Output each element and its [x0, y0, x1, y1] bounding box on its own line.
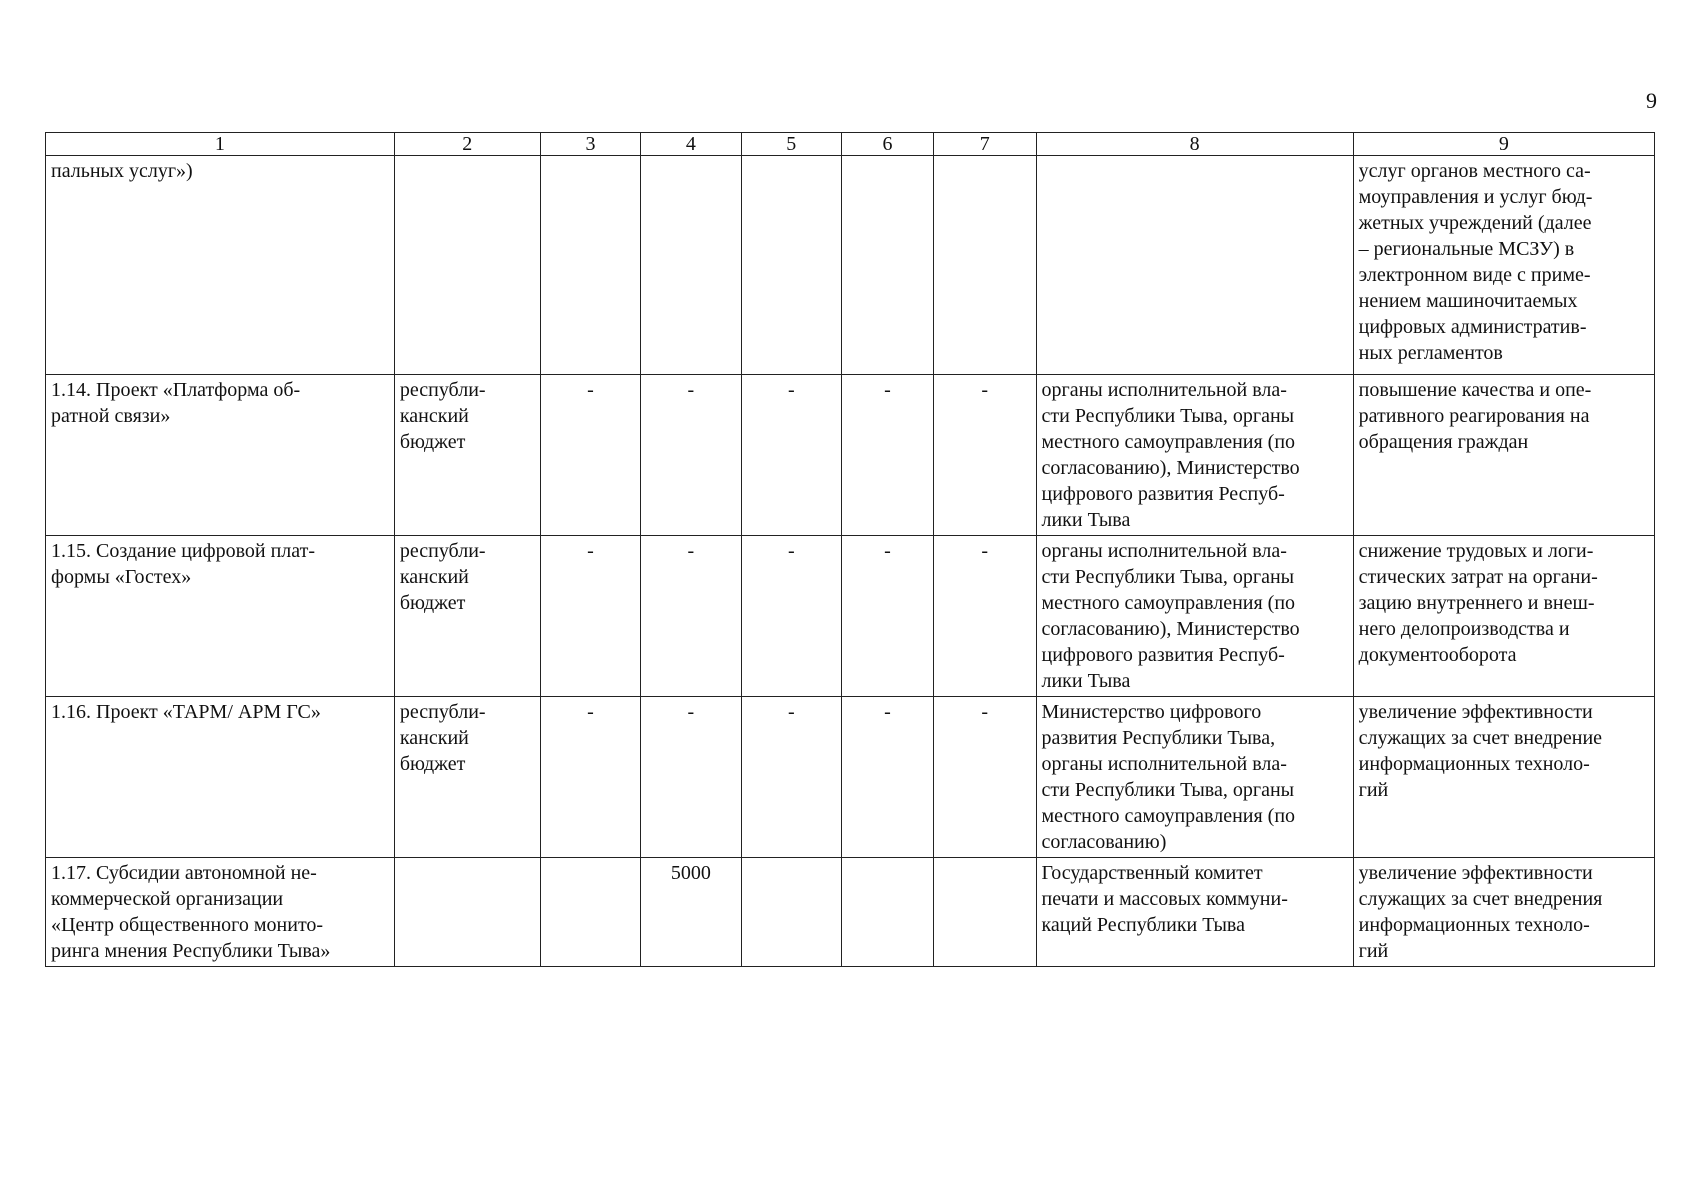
cell-result: повышение качества и опе- ративного реагирования на обращения граждан: [1353, 375, 1654, 536]
cell-funding-source: республи- канский бюджет: [394, 697, 540, 858]
cell-funding-source: [394, 156, 540, 375]
cell-measure: 1.15. Создание цифровой плат- формы «Гостех»: [46, 536, 395, 697]
column-header: 8: [1036, 133, 1353, 156]
cell-responsible: Государственный комитет печати и массовых коммуни- каций Республики Тыва: [1036, 858, 1353, 967]
header-row: [46, 133, 1655, 156]
table-row: [46, 536, 1655, 697]
table-row: [46, 697, 1655, 858]
cell-value: 5000: [641, 858, 741, 967]
cell-value: [540, 858, 640, 967]
data-table: [45, 132, 1655, 967]
table-row: [46, 156, 1655, 375]
cell-result: увеличение эффективности служащих за счет внедрения информационных техноло- гий: [1353, 858, 1654, 967]
column-header: 9: [1353, 133, 1654, 156]
column-header: 5: [741, 133, 841, 156]
cell-value: [933, 156, 1036, 375]
page-number: 9: [1646, 88, 1657, 113]
table-row: [46, 375, 1655, 536]
cell-value: -: [741, 536, 841, 697]
column-header: 4: [641, 133, 741, 156]
cell-value: -: [842, 697, 934, 858]
cell-value: -: [933, 536, 1036, 697]
cell-responsible: Министерство цифрового развития Республики Тыва, органы исполнительной вла- сти Республики Тыва, органы местного самоуправления (по согласованию): [1036, 697, 1353, 858]
table-row: [46, 858, 1655, 967]
cell-value: -: [540, 536, 640, 697]
column-header: 1: [46, 133, 395, 156]
cell-value: -: [641, 536, 741, 697]
cell-measure: 1.17. Субсидии автономной не- коммерческой организации «Центр общественного монито- ринга мнения Республики Тыва»: [46, 858, 395, 967]
cell-measure: пальных услуг»): [46, 156, 395, 375]
cell-responsible: органы исполнительной вла- сти Республики Тыва, органы местного самоуправления (по согласованию), Министерство цифрового развития Респуб- лики Тыва: [1036, 375, 1353, 536]
cell-value: [933, 858, 1036, 967]
cell-measure: 1.14. Проект «Платформа об- ратной связи»: [46, 375, 395, 536]
column-header: 2: [394, 133, 540, 156]
cell-measure: 1.16. Проект «ТАРМ/ АРМ ГС»: [46, 697, 395, 858]
cell-result: снижение трудовых и логи- стических затрат на органи- зацию внутреннего и внеш- него делопроизводства и документооборота: [1353, 536, 1654, 697]
cell-value: [842, 858, 934, 967]
cell-value: -: [933, 375, 1036, 536]
cell-value: [741, 156, 841, 375]
cell-responsible: органы исполнительной вла- сти Республики Тыва, органы местного самоуправления (по согласованию), Министерство цифрового развития Респуб- лики Тыва: [1036, 536, 1353, 697]
cell-value: -: [741, 375, 841, 536]
column-header: 6: [842, 133, 934, 156]
cell-result: увеличение эффективности служащих за счет внедрение информационных техноло- гий: [1353, 697, 1654, 858]
cell-value: -: [540, 697, 640, 858]
cell-value: [641, 156, 741, 375]
cell-value: -: [540, 375, 640, 536]
cell-value: -: [641, 697, 741, 858]
cell-result: услуг органов местного са- моуправления и услуг бюд- жетных учреждений (далее – региональные МСЗУ) в электронном виде с приме- нением машиночитаемых цифровых административ- ных регламентов: [1353, 156, 1654, 375]
cell-funding-source: республи- канский бюджет: [394, 375, 540, 536]
cell-value: [842, 156, 934, 375]
column-header: 7: [933, 133, 1036, 156]
column-header: 3: [540, 133, 640, 156]
cell-value: -: [842, 375, 934, 536]
cell-value: [540, 156, 640, 375]
cell-funding-source: республи- канский бюджет: [394, 536, 540, 697]
cell-value: -: [842, 536, 934, 697]
cell-value: -: [933, 697, 1036, 858]
cell-value: -: [641, 375, 741, 536]
cell-funding-source: [394, 858, 540, 967]
cell-responsible: [1036, 156, 1353, 375]
cell-value: -: [741, 697, 841, 858]
cell-value: [741, 858, 841, 967]
